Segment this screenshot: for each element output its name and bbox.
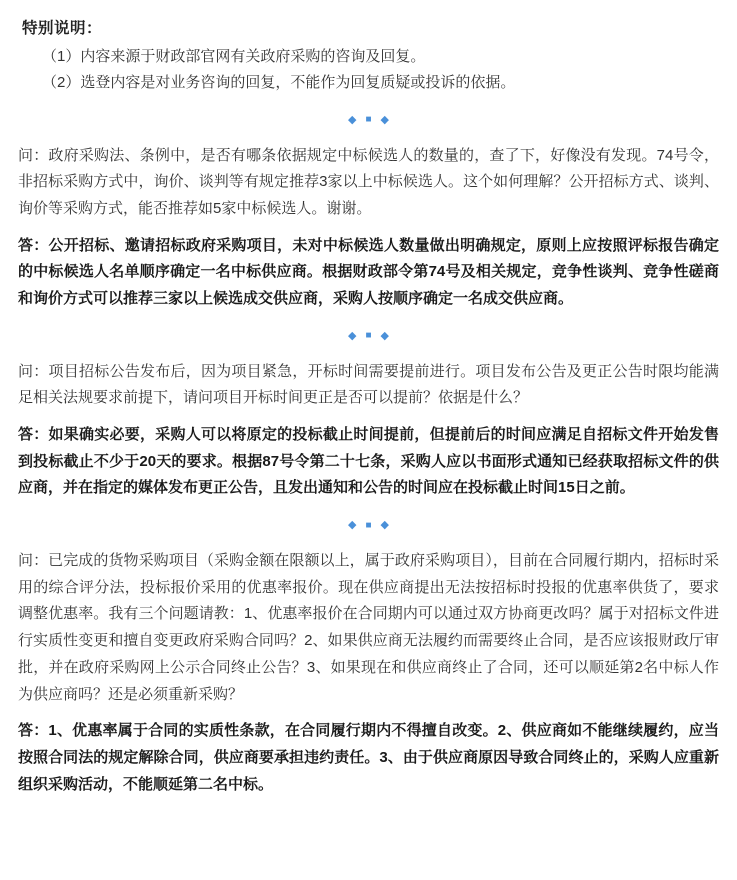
answer-label: 答： <box>18 426 49 443</box>
question-text: 政府采购法、条例中，是否有哪条依据规定中标候选人的数量的，查了下，好像没有发现。74号令，非招标采购方式中，询价、谈判等有规定推荐3家以上中标候选人。这个如何理解？公开招标方式、谈判、询价等采购方式，能否推荐如5家中标候选人。谢谢。 <box>18 146 719 217</box>
section-divider <box>18 113 719 129</box>
answer-label: 答： <box>18 236 49 254</box>
question-label: 问： <box>18 146 49 164</box>
question-text: 项目招标公告发布后，因为项目紧急，开标时间需要提前进行。项目发布公告及更正公告时限均能满足相关法规要求前提下，请问项目开标时间更正是否可以提前？依据是什么？ <box>18 362 719 407</box>
diamond-right-icon: ◆ <box>380 113 389 126</box>
square-icon: ■ <box>365 114 372 126</box>
qa-question <box>18 548 719 708</box>
diamond-left-icon: ◆ <box>348 519 357 532</box>
qa-answer <box>18 718 719 798</box>
qa-item <box>18 143 719 313</box>
diamond-right-icon: ◆ <box>380 519 389 532</box>
answer-label: 答： <box>18 722 49 740</box>
answer-text: 1、优惠率属于合同的实质性条款，在合同履行期内不得擅自改变。2、供应商如不能继续履约，应当按照合同法的规定解除合同，供应商要承担违约责任。3、由于供应商原因导致合同终止的，采购人应重新组织采购活动，不能顺延第二名中标。 <box>18 722 719 793</box>
qa-item <box>18 548 719 798</box>
square-icon: ■ <box>365 519 372 531</box>
qa-question <box>18 143 719 223</box>
notice-item: （2）选登内容是对业务咨询的回复，不能作为回复质疑或投诉的依据。 <box>42 74 516 92</box>
qa-item <box>18 359 719 502</box>
notice-title: 特别说明： <box>22 20 103 37</box>
section-divider <box>18 329 719 345</box>
answer-text: 公开招标、邀请招标政府采购项目，未对中标候选人数量做出明确规定，原则上应按照评标报告确定的中标候选人名单顺序确定一名中标供应商。根据财政部令第74号及相关规定，竞争性谈判、竞争性磋商和询价方式可以推荐三家以上候选成交供应商，采购人按顺序确定一名成交供应商。 <box>18 236 719 307</box>
special-notice <box>18 16 719 97</box>
question-label: 问： <box>18 552 49 570</box>
qa-question <box>18 359 719 412</box>
qa-answer <box>18 422 719 502</box>
diamond-right-icon: ◆ <box>380 329 389 342</box>
section-divider <box>18 518 719 534</box>
qa-answer <box>18 233 719 313</box>
diamond-left-icon: ◆ <box>348 329 357 342</box>
answer-text: 如果确实必要，采购人可以将原定的投标截止时间提前，但提前后的时间应满足自招标文件开始发售到投标截止不少于20天的要求。根据87号令第二十七条，采购人应以书面形式通知已经获取招标文件的供应商，并在指定的媒体发布更正公告，且发出通知和公告的时间应在投标截止时间15日之前。 <box>18 426 719 497</box>
square-icon: ■ <box>365 330 372 342</box>
notice-list <box>18 44 719 97</box>
diamond-left-icon: ◆ <box>348 113 357 126</box>
question-label: 问： <box>18 362 49 380</box>
question-text: 已完成的货物采购项目（采购金额在限额以上，属于政府采购项目），目前在合同履行期内，招标时采用的综合评分法，投标报价采用的优惠率报价。现在供应商提出无法按招标时投报的优惠率供货了，要求调整优惠率。我有三个问题请教：1、优惠率报价在合同期内可以通过双方协商更改吗？属于对招标文件进行实质性变更和擅自变更政府采购合同吗？2、如果供应商无法履约而需要终止合同，是否应该报财政厅审批，并在政府采购网上公示合同终止公告？3、如果现在和供应商终止了合同，还可以顺延第2名中标人作为供应商吗？还是必须重新采购？ <box>18 552 719 703</box>
notice-item: （1）内容来源于财政部官网有关政府采购的咨询及回复。 <box>42 48 426 65</box>
